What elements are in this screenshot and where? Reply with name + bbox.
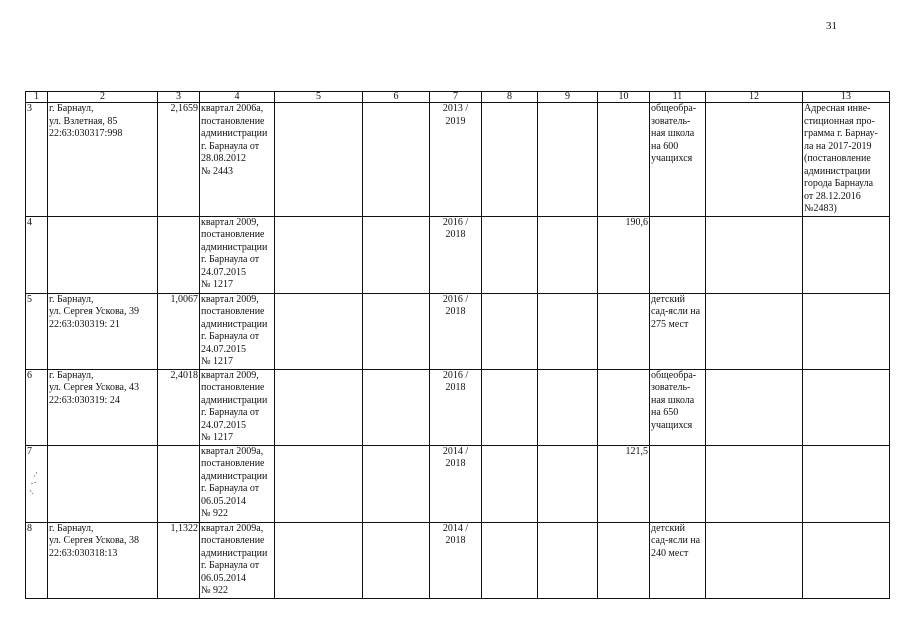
period-cell: 2016 / 2018 bbox=[430, 369, 482, 445]
period-cell: 2016 / 2018 bbox=[430, 293, 482, 369]
column-number: 2 bbox=[48, 92, 158, 103]
table-cell bbox=[363, 522, 430, 598]
column-number: 12 bbox=[706, 92, 803, 103]
table-row bbox=[26, 369, 890, 445]
table-cell bbox=[706, 293, 803, 369]
address-cell: г. Барнаул, ул. Сергея Ускова, 38 22:63:030318:13 bbox=[48, 522, 158, 598]
value-cell: 121,5 bbox=[598, 445, 650, 522]
table-cell bbox=[538, 522, 598, 598]
document-cell: квартал 2009, постановление администрации г. Барнаула от 24.07.2015 № 1217 bbox=[200, 216, 275, 293]
table-cell bbox=[275, 522, 363, 598]
document-cell: квартал 2009, постановление администрации г. Барнаула от 24.07.2015 № 1217 bbox=[200, 369, 275, 445]
column-number: 6 bbox=[363, 92, 430, 103]
column-number: 5 bbox=[275, 92, 363, 103]
document-cell: квартал 2006а, постановление администрации г. Барнаула от 28.08.2012 № 2443 bbox=[200, 103, 275, 217]
table-cell bbox=[275, 445, 363, 522]
table-cell bbox=[363, 369, 430, 445]
table-cell bbox=[482, 293, 538, 369]
table-cell bbox=[482, 216, 538, 293]
column-number: 4 bbox=[200, 92, 275, 103]
program-cell: Адресная инве- стиционная про- грамма г. Барнау- ла на 2017-2019 (постановление администрации города Барнаула от 28.12.2016 №2483) bbox=[803, 103, 890, 217]
row-number-cell: 4 bbox=[26, 216, 48, 293]
facility-cell: детский сад-ясли на 240 мест bbox=[650, 522, 706, 598]
table-cell bbox=[706, 216, 803, 293]
document-cell: квартал 2009а, постановление администрации г. Барнаула от 06.05.2014 № 922 bbox=[200, 522, 275, 598]
document-cell: квартал 2009, постановление администрации г. Барнаула от 24.07.2015 № 1217 bbox=[200, 293, 275, 369]
document-cell: квартал 2009а, постановление администрации г. Барнаула от 06.05.2014 № 922 bbox=[200, 445, 275, 522]
table-cell bbox=[538, 445, 598, 522]
table-cell bbox=[363, 445, 430, 522]
column-number: 11 bbox=[650, 92, 706, 103]
area-cell: 1,1322 bbox=[158, 522, 200, 598]
period-cell: 2013 / 2019 bbox=[430, 103, 482, 217]
table-cell bbox=[538, 369, 598, 445]
address-cell bbox=[48, 445, 158, 522]
area-cell bbox=[158, 216, 200, 293]
value-cell bbox=[598, 293, 650, 369]
table-cell bbox=[363, 103, 430, 217]
table-cell bbox=[275, 216, 363, 293]
table-row bbox=[26, 293, 890, 369]
table-cell bbox=[363, 293, 430, 369]
value-cell bbox=[598, 369, 650, 445]
table-row bbox=[26, 216, 890, 293]
facility-cell: детский сад-ясли на 275 мест bbox=[650, 293, 706, 369]
value-cell: 190,6 bbox=[598, 216, 650, 293]
table-cell bbox=[482, 103, 538, 217]
facility-cell bbox=[650, 216, 706, 293]
row-number-cell: 3 bbox=[26, 103, 48, 217]
table-row bbox=[26, 103, 890, 217]
column-number: 13 bbox=[803, 92, 890, 103]
table-cell bbox=[275, 103, 363, 217]
table-cell bbox=[363, 216, 430, 293]
facility-cell: общеобра- зователь- ная школа на 600 учащихся bbox=[650, 103, 706, 217]
row-number-cell: 6 bbox=[26, 369, 48, 445]
column-number: 9 bbox=[538, 92, 598, 103]
row-number-cell: 5 bbox=[26, 293, 48, 369]
table-cell bbox=[706, 369, 803, 445]
period-cell: 2016 / 2018 bbox=[430, 216, 482, 293]
period-cell: 2014 / 2018 bbox=[430, 522, 482, 598]
pen-mark bbox=[27, 470, 41, 500]
value-cell bbox=[598, 103, 650, 217]
value-cell bbox=[598, 522, 650, 598]
facility-cell bbox=[650, 445, 706, 522]
area-cell bbox=[158, 445, 200, 522]
period-cell: 2014 / 2018 bbox=[430, 445, 482, 522]
table-cell bbox=[275, 293, 363, 369]
area-cell: 1,0067 bbox=[158, 293, 200, 369]
table-cell bbox=[482, 522, 538, 598]
address-cell: г. Барнаул, ул. Сергея Ускова, 43 22:63:030319: 24 bbox=[48, 369, 158, 445]
program-cell bbox=[803, 369, 890, 445]
program-cell bbox=[803, 293, 890, 369]
facility-cell: общеобра- зователь- ная школа на 650 учащихся bbox=[650, 369, 706, 445]
address-cell bbox=[48, 216, 158, 293]
area-cell: 2,1659 bbox=[158, 103, 200, 217]
page-number: 31 bbox=[826, 20, 837, 32]
address-cell: г. Барнаул, ул. Сергея Ускова, 39 22:63:030319: 21 bbox=[48, 293, 158, 369]
column-number: 3 bbox=[158, 92, 200, 103]
table-row bbox=[26, 522, 890, 598]
program-cell bbox=[803, 445, 890, 522]
column-number: 8 bbox=[482, 92, 538, 103]
table-row bbox=[26, 445, 890, 522]
table-cell bbox=[706, 103, 803, 217]
program-cell bbox=[803, 522, 890, 598]
column-number: 10 bbox=[598, 92, 650, 103]
address-cell: г. Барнаул, ул. Взлетная, 85 22:63:030317:998 bbox=[48, 103, 158, 217]
column-number: 1 bbox=[26, 92, 48, 103]
table-cell bbox=[482, 369, 538, 445]
area-cell: 2,4018 bbox=[158, 369, 200, 445]
column-number-row bbox=[26, 92, 890, 103]
column-number: 7 bbox=[430, 92, 482, 103]
table-cell bbox=[275, 369, 363, 445]
table-cell bbox=[538, 293, 598, 369]
row-number-cell: 8 bbox=[26, 522, 48, 598]
program-cell bbox=[803, 216, 890, 293]
table-cell bbox=[706, 445, 803, 522]
table-cell bbox=[538, 216, 598, 293]
table-cell bbox=[482, 445, 538, 522]
row-number-cell: 7 bbox=[26, 445, 48, 522]
table-cell bbox=[706, 522, 803, 598]
document-table bbox=[25, 91, 890, 599]
table-cell bbox=[538, 103, 598, 217]
